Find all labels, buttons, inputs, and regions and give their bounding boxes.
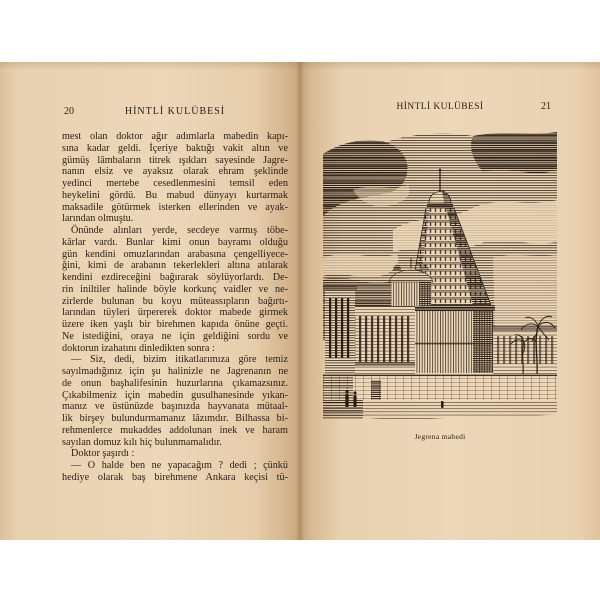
temple-engraving <box>323 130 557 420</box>
right-temple-wing <box>493 326 557 374</box>
text-line: Ne istediğini, oraya ne için geldiğini sordu ve <box>62 330 288 342</box>
right-page <box>300 62 600 540</box>
text-line: larından tüyleri ürpererek doktor mabede girmek <box>62 307 288 319</box>
text-line: doktorun izahatını dinledikten sonra : <box>62 342 215 354</box>
text-line: larından olmuştu. <box>62 213 134 225</box>
text-line: maksadile götürmek isterken ellerinden ve ayak- <box>62 201 288 213</box>
left-page <box>0 62 300 540</box>
text-line: kârlar vardı. Bunlar kimi onun bayramı olduğu <box>62 236 288 248</box>
text-line: — O halde ben ne yapacağım ? dedi ; çünkü <box>71 460 288 471</box>
page-number: 21 <box>541 101 551 112</box>
text-line: hediye olarak baş birehmene Ankara keçisi tü- <box>62 471 288 483</box>
text-line: gün kendini omuzlarından arabasına çengelliyece- <box>62 248 288 260</box>
text-line: nanın elsiz ve ayaksız olarak ehram şeklinde <box>62 166 288 178</box>
text-line: yedinci mertebe cesedlenmesini temsil eden <box>62 178 288 189</box>
tower-base <box>405 305 495 373</box>
text-line: — Siz, dedi, bizim itikatlarımıza göre temiz <box>71 354 288 366</box>
text-line: zirlerde bulunan bu koyu müteassıpların bağırtı- <box>62 295 288 307</box>
text-line: kendini ezdireceğini bağırarak söylüyorlardı. De- <box>62 272 288 283</box>
pavilion <box>389 258 433 306</box>
text-line: sına kadar geldi. İçeriye baktığı vakit altın ve <box>62 142 288 154</box>
book-spread <box>0 62 600 540</box>
text-line: sayılmadığınız için şu halinizle ne Jagrenanın ne <box>62 366 288 377</box>
illustration-caption: Jegrena mabedi <box>414 432 466 441</box>
text-line: Önünde alınları yerde, secdeye varmış töbe- <box>71 225 288 236</box>
text-line: de onun başhalifesinin huzurlarına çıkamazsınız. <box>62 377 288 389</box>
text-line: lik birşey bulundurmamanız lâzımdır. Bilhassa bi- <box>62 413 288 424</box>
text-line: Doktor şaşırdı : <box>71 448 135 460</box>
gutter-shadow <box>296 62 304 540</box>
text-line: mest olan doktor ağır adımlarla mabedin kapı- <box>62 131 288 142</box>
text-line: rin iniltiler halinde böyle korkunç vaidler ve ne- <box>62 283 288 295</box>
text-line: manız ve üstünüzde başınızda hayvanata mütaal- <box>62 401 288 413</box>
ground <box>323 400 557 420</box>
running-head: HİNTLİ KULÜBESİ <box>124 106 226 117</box>
text-line: heykelini gördü. Bu mabud dünyayı kurtarmak <box>62 189 288 201</box>
text-line: rehmenlerce mukaddes addolunan inek ve haram <box>62 424 288 436</box>
text-line: ğini, kimi de arabanın tekerlekleri altına atılarak <box>62 260 288 272</box>
text-line: sayılan domuz kılı hiç bulunmamalıdır. <box>62 436 222 448</box>
text-line: Çıkabilmeniz için mabedin gusulhanesinde yıkan- <box>62 389 288 401</box>
running-head: HİNTLİ KULÜBESİ <box>396 102 484 112</box>
text-line: gümüş lâmbaların titrek ışıkları sayesinde Jagre- <box>62 154 288 166</box>
body-text <box>62 131 288 484</box>
front-wall <box>323 374 557 400</box>
text-line: üzere iken yaşlı bir birehmen kapıda önüne geçti. <box>62 319 288 330</box>
page-number: 20 <box>64 106 74 117</box>
